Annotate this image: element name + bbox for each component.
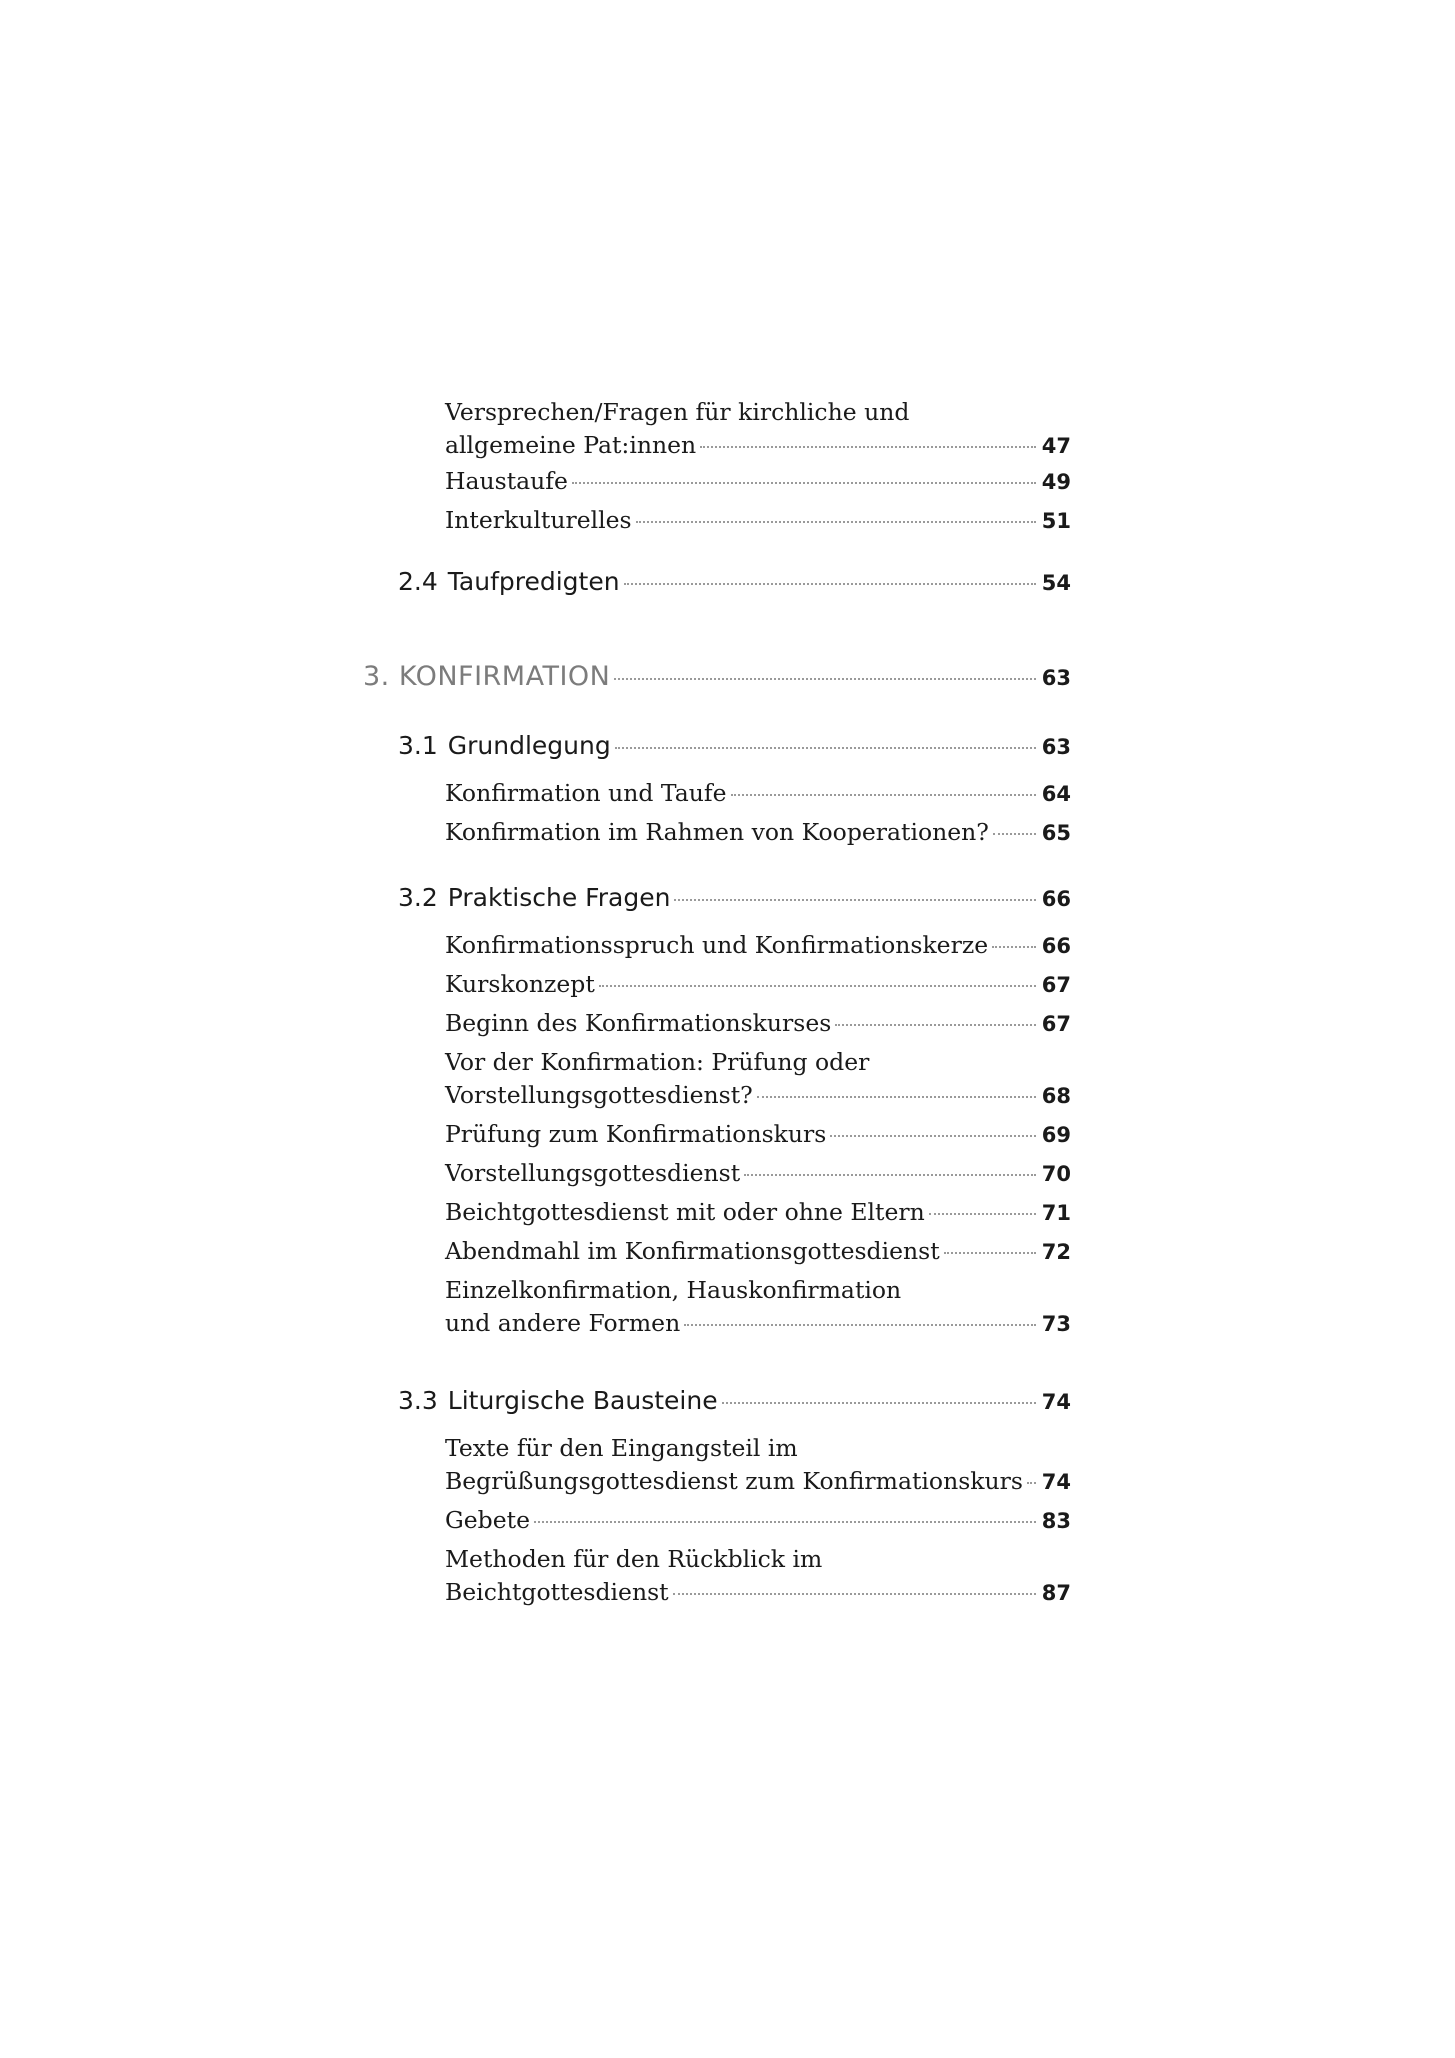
dot-leader <box>572 482 1036 484</box>
toc-entry-title: Vorstellungsgottesdienst <box>445 1159 741 1187</box>
dot-leader <box>992 946 1036 948</box>
dot-leader <box>731 794 1036 796</box>
page-number: 67 <box>1041 1012 1071 1036</box>
dot-leader <box>614 678 1035 680</box>
dot-leader <box>722 1402 1036 1404</box>
dot-leader <box>673 1593 1036 1595</box>
dot-leader <box>944 1252 1036 1254</box>
toc-entry[interactable] <box>445 1504 1071 1538</box>
chapter-number: 3. <box>363 661 390 692</box>
section-number: 3.2 <box>398 883 438 912</box>
dot-leader <box>1027 1482 1036 1484</box>
toc-entry-title: Interkulturelles <box>445 506 632 534</box>
dot-leader <box>636 521 1036 523</box>
page-number: 51 <box>1041 509 1071 533</box>
chapter-title: KONFIRMATION <box>398 661 611 692</box>
page-number: 73 <box>1041 1312 1071 1336</box>
toc-entry-title-line2: Begrüßungsgottesdienst zum Konfirmationskurs <box>445 1467 1023 1495</box>
toc-entry[interactable] <box>445 504 1071 538</box>
toc-entry-title-line2: allgemeine Pat:innen <box>445 431 697 459</box>
page-number: 64 <box>1041 782 1071 806</box>
toc-entry[interactable] <box>445 929 1071 963</box>
toc-chapter-3[interactable] <box>363 658 1071 697</box>
page-number: 69 <box>1041 1123 1071 1147</box>
toc-entry[interactable] <box>445 1543 1071 1610</box>
dot-leader <box>744 1174 1036 1176</box>
page-number: 65 <box>1041 821 1071 845</box>
toc-entry-title-line1: Einzelkonfirmation, Hauskonfirmation <box>445 1276 902 1304</box>
dot-leader <box>830 1135 1035 1137</box>
toc-entry-title-line2: Beichtgottesdienst <box>445 1578 669 1606</box>
dot-leader <box>993 833 1036 835</box>
dot-leader <box>757 1096 1036 1098</box>
page-number: 72 <box>1041 1240 1071 1264</box>
toc-entry[interactable] <box>445 396 1071 463</box>
page-number: 63 <box>1041 735 1071 759</box>
toc-entry[interactable] <box>445 816 1071 850</box>
section-title: Grundlegung <box>447 731 611 760</box>
toc-entry-title-line1: Versprechen/Fragen für kirchliche und <box>445 398 910 426</box>
page-number: 47 <box>1041 434 1071 458</box>
section-title: Taufpredigten <box>447 567 620 596</box>
dot-leader <box>684 1324 1036 1326</box>
page-number: 71 <box>1041 1201 1071 1225</box>
toc-section-3-3[interactable] <box>398 1383 1071 1420</box>
toc-entry-title: Konfirmation im Rahmen von Kooperationen? <box>445 818 989 846</box>
dot-leader <box>700 446 1036 448</box>
toc-entry-title-line1: Vor der Konfirmation: Prüfung oder <box>445 1048 870 1076</box>
page-number: 74 <box>1041 1470 1071 1494</box>
toc-entry-title: Prüfung zum Konfirmationskurs <box>445 1120 827 1148</box>
dot-leader <box>835 1024 1035 1026</box>
toc-entry-title-line2: Vorstellungsgottesdienst? <box>445 1081 753 1109</box>
toc-entry[interactable] <box>445 1007 1071 1041</box>
page-number: 49 <box>1041 470 1071 494</box>
toc-section-3-2[interactable] <box>398 880 1071 917</box>
toc-entry[interactable] <box>445 1157 1071 1191</box>
dot-leader <box>929 1213 1036 1215</box>
section-title: Liturgische Bausteine <box>447 1386 718 1415</box>
toc-entry[interactable] <box>445 1432 1071 1499</box>
toc-entry[interactable] <box>445 1118 1071 1152</box>
dot-leader <box>534 1521 1036 1523</box>
toc-entry[interactable] <box>445 1274 1071 1341</box>
toc-entry-title: Beichtgottesdienst mit oder ohne Eltern <box>445 1198 925 1226</box>
toc-entry[interactable] <box>445 1235 1071 1269</box>
toc-section-2-4[interactable] <box>398 564 1071 601</box>
toc-entry-title: Abendmahl im Konfirmationsgottesdienst <box>445 1237 940 1265</box>
dot-leader <box>599 985 1036 987</box>
dot-leader <box>674 899 1035 901</box>
toc-entry[interactable] <box>445 1196 1071 1230</box>
dot-leader <box>624 583 1036 585</box>
page-number: 83 <box>1041 1509 1071 1533</box>
page-number: 87 <box>1041 1581 1071 1605</box>
page-number: 74 <box>1041 1390 1071 1414</box>
toc-section-3-1[interactable] <box>398 728 1071 765</box>
section-title: Praktische Fragen <box>447 883 671 912</box>
page-number: 66 <box>1041 887 1071 911</box>
page-number: 66 <box>1041 934 1071 958</box>
section-number: 3.3 <box>398 1386 438 1415</box>
page-number: 67 <box>1041 973 1071 997</box>
toc-entry-title: Haustaufe <box>445 467 568 495</box>
section-number: 2.4 <box>398 567 438 596</box>
toc-entry-title: Konfirmation und Taufe <box>445 779 727 807</box>
toc-entry-title-line1: Methoden für den Rückblick im <box>445 1545 823 1573</box>
toc-entry[interactable] <box>445 777 1071 811</box>
toc-entry-title: Konfirmationsspruch und Konfirmationskerze <box>445 931 989 959</box>
section-number: 3.1 <box>398 731 438 760</box>
toc-entry-title: Kurskonzept <box>445 970 595 998</box>
toc-entry-title-line1: Texte für den Eingangsteil im <box>445 1434 798 1462</box>
dot-leader <box>615 747 1036 749</box>
toc-entry-title: Gebete <box>445 1506 530 1534</box>
page-number: 54 <box>1041 571 1071 595</box>
page-number: 68 <box>1041 1084 1071 1108</box>
page-number: 63 <box>1041 666 1071 690</box>
toc-entry[interactable] <box>445 1046 1071 1113</box>
toc-entry-title-line2: und andere Formen <box>445 1309 681 1337</box>
toc-entry-title: Beginn des Konfirmationskurses <box>445 1009 832 1037</box>
page-number: 70 <box>1041 1162 1071 1186</box>
toc-entry[interactable] <box>445 968 1071 1002</box>
toc-entry[interactable] <box>445 465 1071 499</box>
